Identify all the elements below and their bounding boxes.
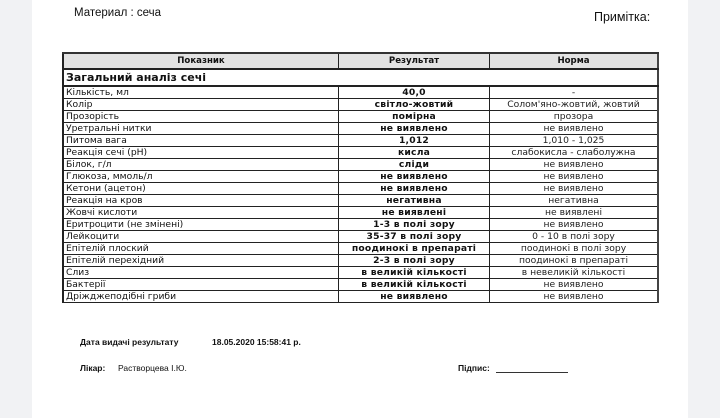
table-row bbox=[63, 183, 658, 195]
indicator-cell: Питома вага bbox=[63, 135, 339, 147]
norm-cell: слабокисла - слаболужна bbox=[490, 147, 659, 159]
table-row bbox=[63, 219, 658, 231]
norm-cell: негативна bbox=[490, 195, 659, 207]
column-header-result: Результат bbox=[339, 53, 490, 69]
norm-cell: поодинокі в полі зору bbox=[490, 243, 659, 255]
norm-cell: поодинокі в препараті bbox=[490, 255, 659, 267]
norm-cell: не виявлено bbox=[490, 279, 659, 291]
result-cell: поодинокі в препараті bbox=[339, 243, 490, 255]
norm-cell: прозора bbox=[490, 111, 659, 123]
table-row bbox=[63, 111, 658, 123]
indicator-cell: Прозорість bbox=[63, 111, 339, 123]
indicator-cell: Кетони (ацетон) bbox=[63, 183, 339, 195]
table-row bbox=[63, 207, 658, 219]
result-cell: в великій кількості bbox=[339, 267, 490, 279]
result-cell: не виявлено bbox=[339, 171, 490, 183]
result-cell: помірна bbox=[339, 111, 490, 123]
indicator-cell: Еритроцити (не змінені) bbox=[63, 219, 339, 231]
signature-line bbox=[496, 372, 568, 373]
table-header-row bbox=[63, 53, 658, 69]
result-cell: 1,012 bbox=[339, 135, 490, 147]
result-cell: сліди bbox=[339, 159, 490, 171]
note-label: Примітка: bbox=[594, 10, 651, 24]
norm-cell: не виявлені bbox=[490, 207, 659, 219]
norm-cell: не виявлено bbox=[490, 219, 659, 231]
table-row bbox=[63, 231, 658, 243]
results-table bbox=[62, 52, 659, 303]
result-cell: світло-жовтий bbox=[339, 99, 490, 111]
table-row bbox=[63, 291, 658, 303]
table-row bbox=[63, 159, 658, 171]
doctor-name: Растворцева І.Ю. bbox=[118, 363, 187, 373]
result-cell: не виявлені bbox=[339, 207, 490, 219]
table-row bbox=[63, 279, 658, 291]
indicator-cell: Дріжджеподібні гриби bbox=[63, 291, 339, 303]
indicator-cell: Жовчі кислоти bbox=[63, 207, 339, 219]
indicator-cell: Глюкоза, ммоль/л bbox=[63, 171, 339, 183]
table-row bbox=[63, 135, 658, 147]
indicator-cell: Уретральні нитки bbox=[63, 123, 339, 135]
norm-cell: 1,010 - 1,025 bbox=[490, 135, 659, 147]
result-cell: 40,0 bbox=[339, 86, 490, 99]
indicator-cell: Реакція на кров bbox=[63, 195, 339, 207]
table-row bbox=[63, 195, 658, 207]
issue-date-label: Дата видачі результату bbox=[80, 337, 179, 347]
indicator-cell: Реакція сечі (pH) bbox=[63, 147, 339, 159]
table-row bbox=[63, 267, 658, 279]
result-cell: кисла bbox=[339, 147, 490, 159]
result-cell: 2-3 в полі зору bbox=[339, 255, 490, 267]
table-row bbox=[63, 243, 658, 255]
indicator-cell: Білок, г/л bbox=[63, 159, 339, 171]
table-row bbox=[63, 99, 658, 111]
indicator-cell: Колір bbox=[63, 99, 339, 111]
result-cell: негативна bbox=[339, 195, 490, 207]
indicator-cell: Кількість, мл bbox=[63, 86, 339, 99]
issue-date-value: 18.05.2020 15:58:41 р. bbox=[212, 337, 301, 347]
result-cell: не виявлено bbox=[339, 183, 490, 195]
table-row bbox=[63, 171, 658, 183]
norm-cell: не виявлено bbox=[490, 123, 659, 135]
norm-cell: не виявлено bbox=[490, 159, 659, 171]
result-cell: в великій кількості bbox=[339, 279, 490, 291]
document-page bbox=[32, 0, 688, 418]
norm-cell: - bbox=[490, 86, 659, 99]
norm-cell: Солом'яно-жовтий, жовтий bbox=[490, 99, 659, 111]
table-row bbox=[63, 123, 658, 135]
indicator-cell: Епітелій перехідний bbox=[63, 255, 339, 267]
norm-cell: не виявлено bbox=[490, 291, 659, 303]
norm-cell: 0 - 10 в полі зору bbox=[490, 231, 659, 243]
column-header-norm: Норма bbox=[490, 53, 659, 69]
indicator-cell: Епітелій плоский bbox=[63, 243, 339, 255]
indicator-cell: Слиз bbox=[63, 267, 339, 279]
norm-cell: не виявлено bbox=[490, 171, 659, 183]
indicator-cell: Бактерії bbox=[63, 279, 339, 291]
result-cell: не виявлено bbox=[339, 123, 490, 135]
table-row bbox=[63, 255, 658, 267]
table-row bbox=[63, 86, 658, 99]
section-title: Загальний аналіз сечі bbox=[63, 69, 658, 86]
signature-label: Підпис: bbox=[458, 363, 490, 373]
result-cell: 35-37 в полі зору bbox=[339, 231, 490, 243]
column-header-indicator: Показник bbox=[63, 53, 339, 69]
result-cell: 1-3 в полі зору bbox=[339, 219, 490, 231]
result-cell: не виявлено bbox=[339, 291, 490, 303]
material-label: Материал : сеча bbox=[74, 7, 162, 19]
norm-cell: в невеликій кількості bbox=[490, 267, 659, 279]
section-row bbox=[63, 69, 658, 86]
table-row bbox=[63, 147, 658, 159]
indicator-cell: Лейкоцити bbox=[63, 231, 339, 243]
doctor-label: Лікар: bbox=[80, 363, 106, 373]
norm-cell: не виявлено bbox=[490, 183, 659, 195]
